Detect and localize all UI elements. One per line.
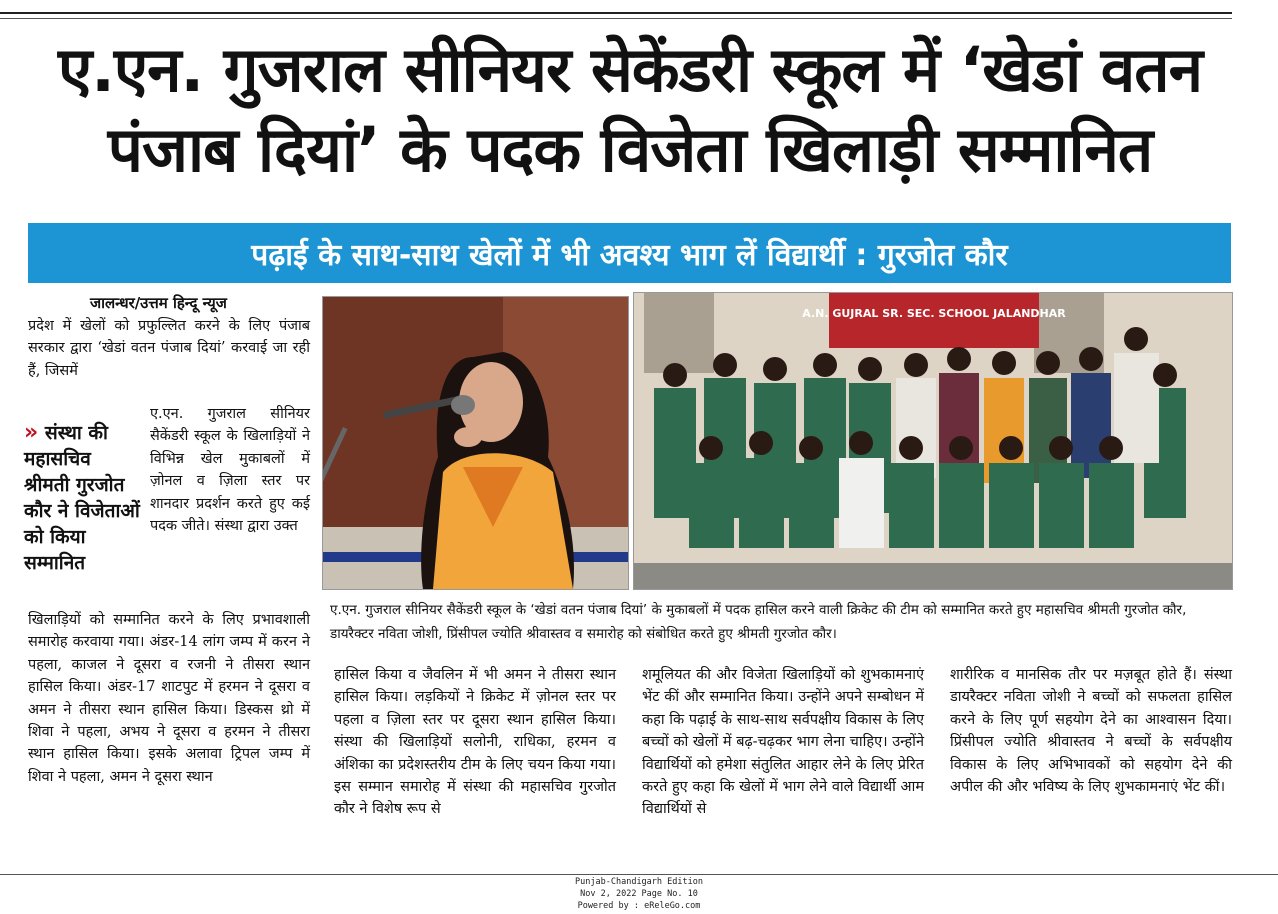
article-paragraph-intro: प्रदेश में खेलों को प्रफुल्लित करने के लिए पंजाब सरकार द्वारा ‘खेडां वतन पंजाब दियां’ करवाई जा रही हैं, जिसमें: [28, 318, 310, 379]
footer-date-page: Nov 2, 2022 Page No. 10: [580, 889, 698, 899]
speaker-photo: [322, 296, 629, 590]
subheadline-band: [28, 223, 1231, 283]
group-photo: [633, 292, 1233, 590]
photo-caption: ए.एन. गुजराल सीनियर सैकेंडरी स्कूल के ‘खेडां वतन पंजाब दियां’ के मुकाबलों में पदक हासिल करने वाली क्रिकेट की टीम को सम्मानित करते हुए महासचिव श्रीमती गुरजोत कौर, डायरैक्टर नविता जोशी, प्रिंसीपल ज्योति श्रीवास्तव व समारोह को संबोधित करते हुए श्रीमती गुरजोत कौर।: [330, 602, 1187, 642]
footer-edition: Punjab-Chandigarh Edition: [575, 877, 703, 887]
school-banner-text: A.N. GUJRAL SR. SEC. SCHOOL JALANDHAR: [802, 307, 1066, 320]
footer-powered: Powered by : eReleGo.com: [577, 901, 701, 911]
bottom-rule: [0, 874, 1278, 875]
article-paragraph-girls: हासिल किया व जैवलिन में भी अमन ने तीसरा स्थान हासिल किया। लड़कियों ने क्रिकेट में ज़ोनल स्तर पर पहला व ज़िला स्तर पर दूसरा स्थान हासिल किया। संस्था की खिलाड़ियों सलोनी, राधिका, हरमन व अंशिका का प्रदेशस्तरीय टीम के लिए चयन किया गया। इस सम्मान समारोह में संस्था की महासचिव गुरजोत कौर ने विशेष रूप से: [334, 667, 616, 818]
pullquote: [24, 420, 142, 576]
article-paragraph-speech: शमूलियत की और विजेता खिलाड़ियों को शुभकामनाएं भेंट कीं और सम्मानित किया। उन्होंने अपने सम्बोधन में कहा कि पढ़ाई के साथ-साथ सर्वपक्षीय विकास के लिए बच्चों को खेलों में बढ़-चढ़कर भाग लेना चाहिए। उन्होंने विद्यार्थियों को हमेशा संतुलित आहार लेने के लिए प्रेरित करते हुए कहा कि खेलों में भाग लेने वाले विद्यार्थी आम विद्यार्थियों से: [642, 667, 924, 818]
article-paragraph-results: खिलाड़ियों को सम्मानित करने के लिए प्रभावशाली समारोह करवाया गया। अंडर-14 लांग जम्प में करन ने पहला, काजल ने दूसरा व रजनी ने तीसरा स्थान हासिल किया। अंडर-17 शाटपुट में हरमन ने दूसरा व अमन ने तीसरा स्थान हासिल किया। डिस्कस थ्रो में शिवा ने पहला, अभय ने दूसरा व हरमन ने तीसरा स्थान हासिल किया। इसके अलावा ट्रिपल जम्प में शिवा ने पहला, अमन ने दूसरा स्थान: [28, 612, 310, 785]
dateline: जालन्धर/उत्तम हिन्दू न्यूज: [90, 294, 227, 312]
article-paragraph-closing: शारीरिक व मानसिक तौर पर मज़बूत होते हैं। संस्था डायरैक्टर नविता जोशी ने बच्चों को सफलता हासिल करने के लिए पूर्ण सहयोग देने का आश्वासन दिया। प्रिंसीपल ज्योति श्रीवास्तव ने बच्चों के सर्वपक्षीय विकास के लिए अभिभावकों को सहयोग देने की अपील की और भविष्य के लिए शुभकामनाएं भेंट कीं।: [950, 667, 1232, 796]
chevron-right-icon: »: [24, 420, 39, 445]
top-rule: [0, 12, 1232, 14]
subheadline: पढ़ाई के साथ-साथ खेलों में भी अवश्य भाग लें विद्यार्थी : गुरजोत कौर: [251, 237, 1008, 273]
article-paragraph-wrap: ए.एन. गुजराल सीनियर सैकेंडरी स्कूल के खिलाड़ियों ने विभिन्न खेल मुकाबलों में ज़ोनल व ज़िला स्तर पर शानदार प्रदर्शन करते हुए कई पदक जीते। संस्था द्वारा उक्त: [150, 406, 310, 535]
top-rule-thin: [0, 18, 1232, 19]
pullquote-text: संस्था की महासचिव श्रीमती गुरजोत कौर ने विजेताओं को किया सम्मानित: [24, 422, 140, 574]
headline: ए.एन. गुजराल सीनियर सेकेंडरी स्कूल में ‘खेडां वतन पंजाब दियां’ के पदक विजेता खिलाड़ी सम्मानित: [58, 33, 1202, 186]
page-footer: [0, 876, 1278, 912]
